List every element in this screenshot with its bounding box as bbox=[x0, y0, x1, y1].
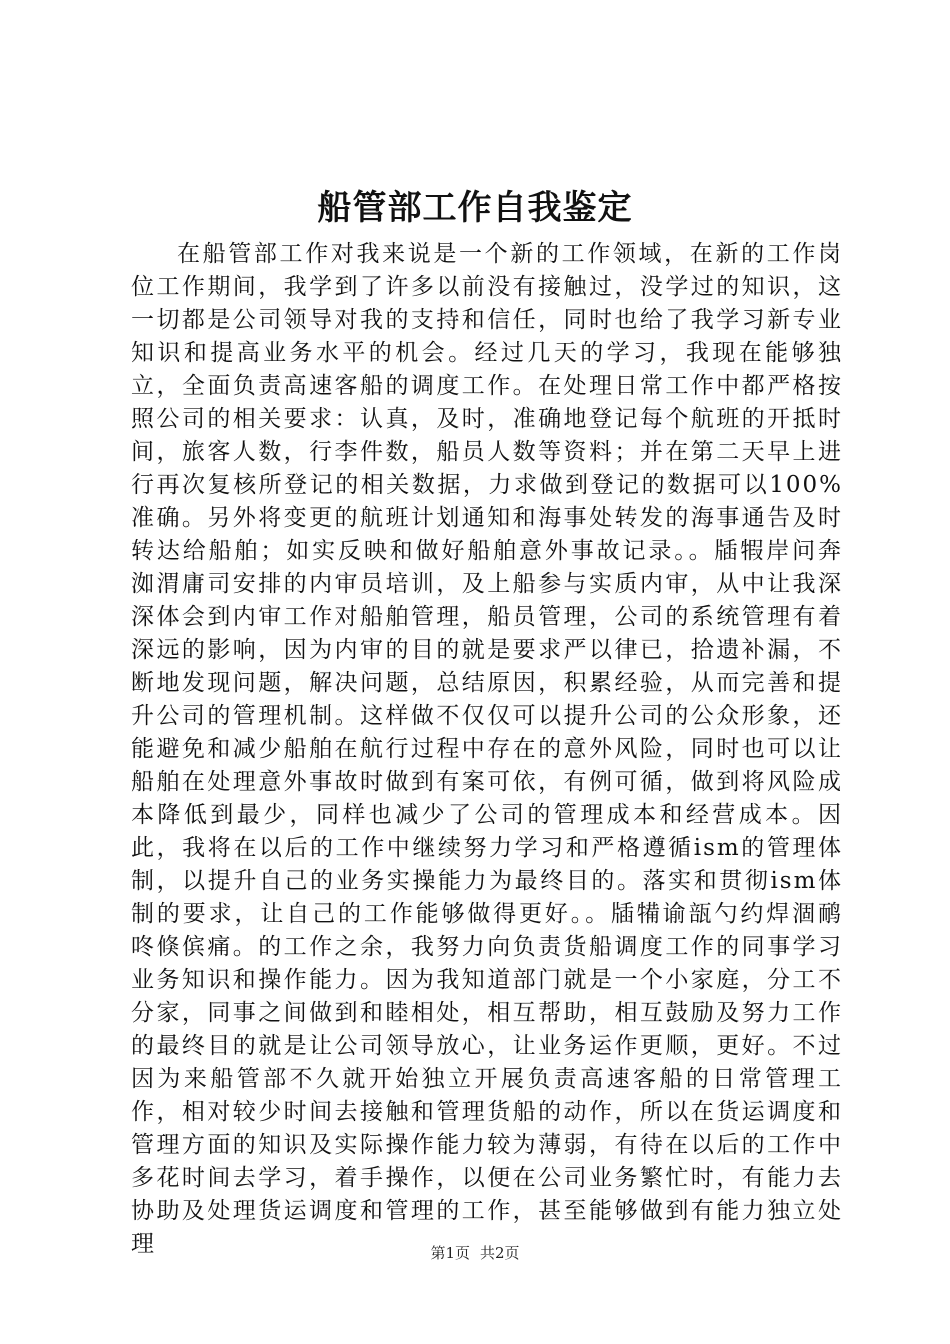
document-title: 船管部工作自我鉴定 bbox=[317, 188, 633, 228]
page-number-total: 共2页 bbox=[480, 1244, 520, 1262]
page-number-current: 第1页 bbox=[430, 1244, 470, 1262]
document-body-paragraph: 在船管部工作对我来说是一个新的工作领域，在新的工作岗位工作期间，我学到了许多以前没有接触过，没学过的知识，这一切都是公司领导对我的支持和信任，同时也给了我学习新专业知识和提高业务水平的机会。经过几天的学习，我现在能够独立，全面负责高速客船的调度工作。在处理日常工作中都严格按照公司的相关要求：认真，及时，准确地登记每个航班的开抵时间，旅客人数，行李件数，船员人数等资料；并在第二天早上进行再次复核所登记的相关数据，力求做到登记的数据可以100%准确。另外将变更的航班计划通知和海事处转发的海事通告及时转达给船舶；如实反映和做好船舶意外事故记录。。牐犌岸问奔洳渭庸司安排的内审员培训，及上船参与实质内审，从中让我深深体会到内审工作对船舶管理，船员管理，公司的系统管理有着深远的影响，因为内审的目的就是要求严以律已，拾遗补漏，不断地发现问题，解决问题，总结原因，积累经验，从而完善和提升公司的管理机制。这样做不仅仅可以提升公司的公众形象，还能避免和减少船舶在航行过程中存在的意外风险，同时也可以让船舶在处理意外事故时做到有案可依，有例可循，做到将风险成本降低到最少，同样也减少了公司的管理成本和经营成本。因此，我将在以后的工作中继续努力学习和严格遵循ism的管理体制，以提升自己的业务实操能力为最终目的。落实和贯彻ism体制的要求，让自己的工作能够做得更好。。牐犕谕瓿勺约焊涸鸸咚倏傧痛。的工作之余，我努力向负责货船调度工作的同事学习业务知识和操作能力。因为我知道部门就是一个小家庭，分工不分家，同事之间做到和睦相处，相互帮助，相互鼓励及努力工作的最终目的就是让公司领导放心，让业务运作更顺，更好。不过因为来船管部不久就开始独立开展负责高速客船的日常管理工作，相对较少时间去接触和管理货船的动作，所以在货运调度和管理方面的知识及实际操作能力较为薄弱，有待在以后的工作中多花时间去学习，着手操作，以便在公司业务繁忙时，有能力去协助及处理货运调度和管理的工作，甚至能够做到有能力独立处理 bbox=[131, 241, 843, 1257]
page-footer bbox=[0, 1243, 950, 1263]
